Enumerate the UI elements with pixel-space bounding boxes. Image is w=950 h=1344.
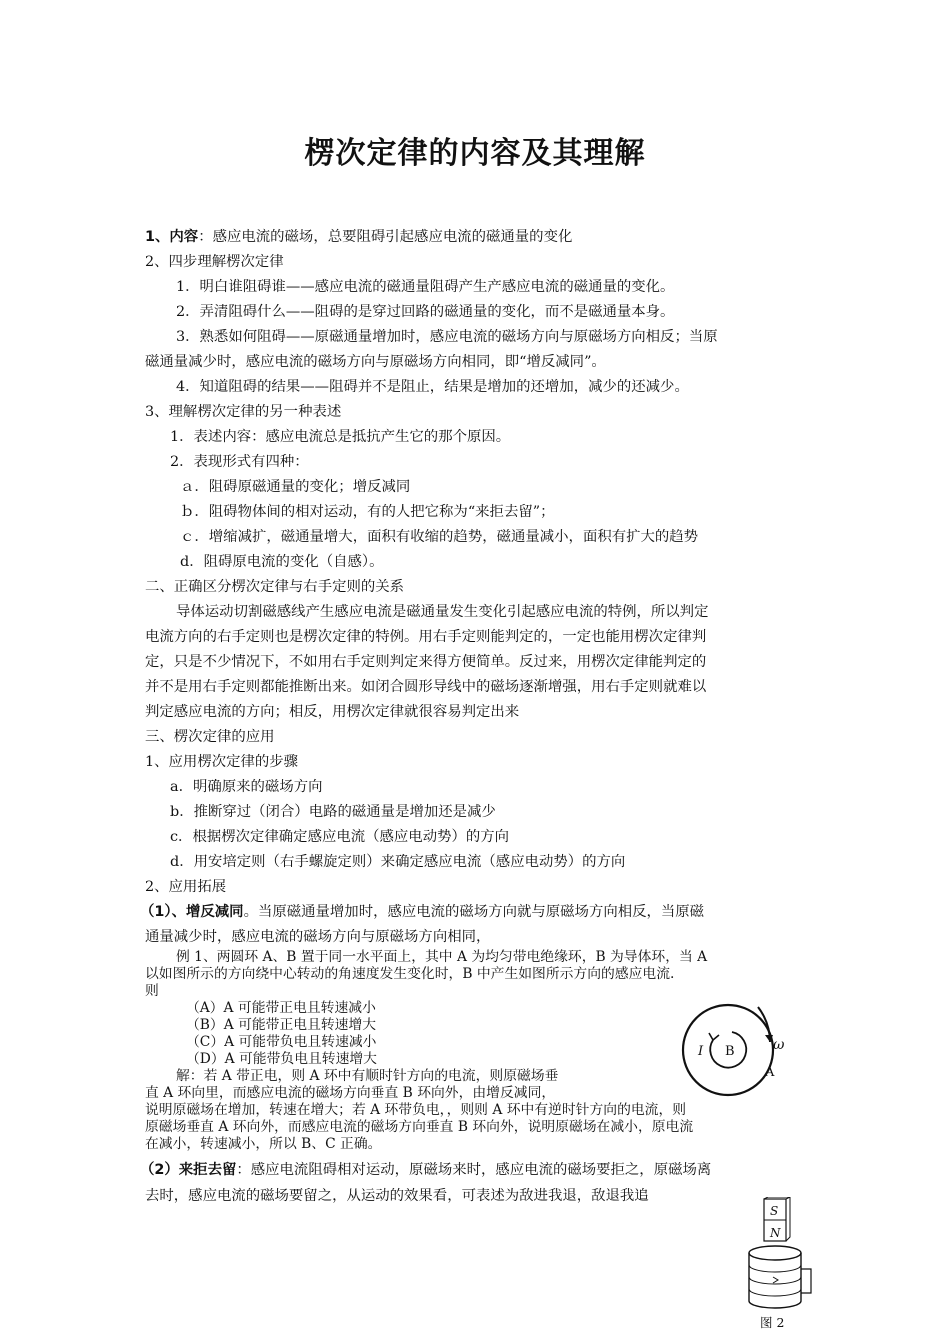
label-omega: ω (773, 1037, 785, 1053)
p3-sub1: 1、应用楞次定律的步骤 (145, 754, 299, 770)
s3-heading: 3、理解楞次定律的另一种表述 (145, 404, 342, 420)
ext2-line2: 去时，感应电流的磁场要留之，从运动的效果看，可表述为敌进我退，敌退我追 (145, 1188, 649, 1204)
label-n: N (770, 1226, 781, 1240)
s3-item: ｂ．阻碍物体间的相对运动，有的人把它称为“来拒去留”； (180, 504, 555, 520)
s1-text: ：感应电流的磁场，总要阻碍引起感应电流的磁通量的变化 (198, 229, 573, 245)
s2-item: 1．明白谁阻碍谁——感应电流的磁通量阻碍产生产感应电流的磁通量的变化。 (176, 279, 675, 295)
s3-item: ｃ．增缩减扩，磁通量增大，面积有收缩的趋势，磁通量减小，面积有扩大的趋势 (180, 529, 699, 545)
ext1-label: （1）、增反减同 (140, 904, 244, 920)
p3-sub2: 2、应用拓展 (145, 879, 227, 895)
option-c: （C）A 可能带负电且转速减小 (186, 1034, 377, 1050)
example-line: 以如图所示的方向绕中心转动的角速度发生变化时，B 中产生如图所示方向的感应电流. (145, 966, 675, 982)
ext1-text: 。当原磁通量增加时，感应电流的磁场方向就与原磁场方向相反，当原磁 (243, 904, 705, 920)
p2-line: 定，只是不少情况下，不如用右手定则判定来得方便简单。反过来，用楞次定律能判定的 (145, 654, 707, 670)
example-line: 例 1、两圆环 A、B 置于同一水平面上，其中 A 为均匀带电绝缘环，B 为导体环，当 A (176, 949, 708, 965)
ext2-label: （2）来拒去留 (140, 1162, 237, 1178)
p2-line: 并不是用右手定则都能推断出来。如闭合圆形导线中的磁场逐渐增强，用右手定则就难以 (145, 679, 707, 695)
solution-line: 在减小，转速减小，所以 B、C 正确。 (145, 1136, 382, 1152)
s3-item: 2．表现形式有四种： (170, 454, 309, 470)
s2-heading: 2、四步理解楞次定律 (145, 254, 284, 270)
ext2-line (140, 1160, 805, 1180)
s2-item: 4．知道阻碍的结果——阻碍并不是阻止，结果是增加的还增加，减少的还减少。 (176, 379, 689, 395)
label-a: A (765, 1065, 775, 1080)
option-d: （D）A 可能带负电且转速增大 (186, 1051, 377, 1067)
p2-line: 电流方向的右手定则也是楞次定律的特例。用右手定则能判定的，一定也能用楞次定律判 (145, 629, 707, 645)
s1-label: 1、内容 (145, 229, 199, 245)
p3-step: a．明确原来的磁场方向 (170, 779, 323, 795)
option-b: （B）A 可能带正电且转速增大 (186, 1017, 377, 1033)
s2-item: 3．熟悉如何阻碍——原磁通量增加时，感应电流的磁场方向与原磁场方向相反；当原 (176, 329, 718, 345)
option-a: （A）A 可能带正电且转速减小 (186, 1000, 376, 1016)
s2-item: 2．弄清阻碍什么——阻碍的是穿过回路的磁通量的变化，而不是磁通量本身。 (176, 304, 675, 320)
s1-line (145, 227, 810, 247)
ring-b-arrow (709, 1033, 719, 1040)
solution-line: 直 A 环向里，而感应电流的磁场方向垂直 B 环向外，由增反减同， (145, 1085, 556, 1101)
s3-item: ａ．阻碍原磁通量的变化；增反减同 (180, 479, 411, 495)
label-s: S (770, 1204, 779, 1218)
example-line: 则 (145, 983, 159, 999)
s3-item: d．阻碍原电流的变化（自感）。 (180, 554, 384, 570)
p3-heading: 三、楞次定律的应用 (145, 729, 275, 745)
p2-line: 导体运动切割磁感线产生感应电流是磁通量发生变化引起感应电流的特例，所以判定 (176, 604, 709, 620)
solution-line: 原磁场垂直 A 环向外，而感应电流的磁场方向垂直 B 环向外，说明原磁场在减小，原电流 (145, 1119, 694, 1135)
page-title: 楞次定律的内容及其理解 (304, 136, 646, 171)
ext1-line (140, 902, 805, 922)
solution-line: 解：若 A 带正电，则 A 环中有顺时针方向的电流，则原磁场垂 (176, 1068, 559, 1084)
p3-step: b．推断穿过（闭合）电路的磁通量是增加还是减少 (170, 804, 496, 820)
ext1-line2: 通量减少时，感应电流的磁场方向与原磁场方向相同， (145, 929, 491, 945)
s2-item-cont: 磁通量减少时，感应电流的磁场方向与原磁场方向相同，即“增反减同”。 (145, 354, 606, 370)
ext2-text: ：感应电流阻碍相对运动，原磁场来时，感应电流的磁场要拒之，原磁场离 (236, 1162, 712, 1178)
p3-step: d．用安培定则（右手螺旋定则）来确定感应电流（感应电动势）的方向 (170, 854, 626, 870)
figure-rings (676, 1002, 816, 1102)
solution-line: 说明原磁场在增加，转速在增大；若 A 环带负电，，则则 A 环中有逆时针方向的电流，则 (145, 1102, 687, 1118)
p2-line: 判定感应电流的方向；相反，用楞次定律就很容易判定出来 (145, 704, 520, 720)
s3-item: 1．表述内容：感应电流总是抵抗产生它的那个原因。 (170, 429, 511, 445)
p3-step: c．根据楞次定律确定感应电流（感应电动势）的方向 (170, 829, 510, 845)
label-b: B (725, 1044, 735, 1059)
label-i: I (698, 1044, 704, 1059)
coil (749, 1246, 811, 1308)
figure-magnet-coil (745, 1197, 821, 1313)
p2-heading: 二、正确区分楞次定律与右手定则的关系 (145, 579, 405, 595)
figure2-caption: 图 2 (760, 1315, 785, 1330)
